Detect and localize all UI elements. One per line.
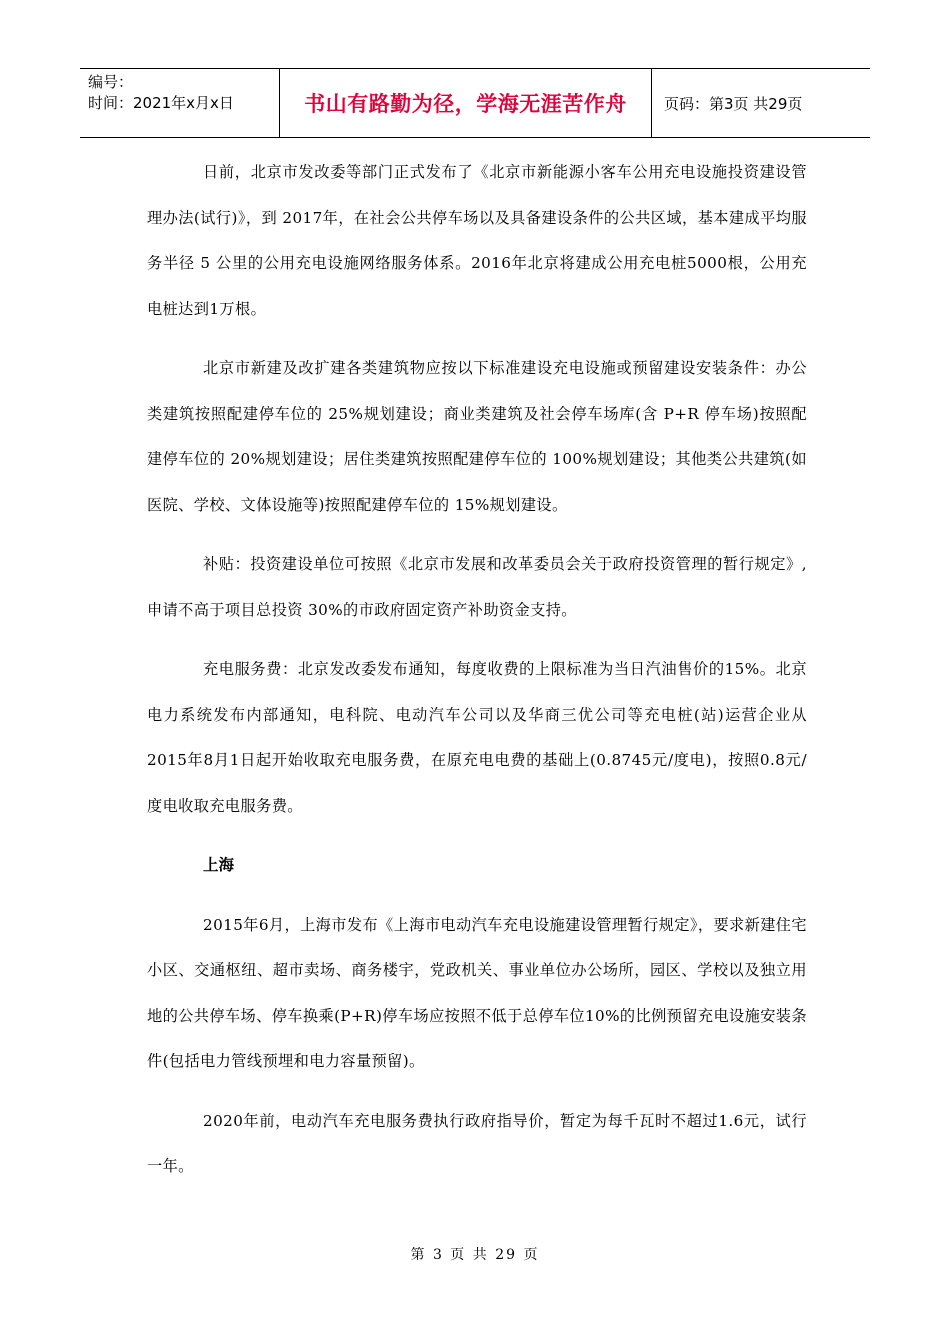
time-label: 时间：2021年x月x日 [88,94,234,112]
paragraph-shanghai-regulation: 2015年6月，上海市发布《上海市电动汽车充电设施建设管理暂行规定》，要求新建住宅小区、交通枢纽、超市卖场、商务楼宇，党政机关、事业单位办公场所，园区、学校以及独立用地的公共停车场、停车换乘(P+R)停车场应按照不低于总停车位10%的比例预留充电设施安装条件(包括电力管线预埋和电力容量预留)。 [147,915,807,1070]
header-meta [80,69,280,137]
header-page-info: 页码：第3页 共29页 [664,94,803,113]
header-motto: 书山有路勤为径，学海无涯苦作舟 [280,69,652,137]
document-body [147,150,807,1190]
paragraph-beijing-plan: 日前，北京市发改委等部门正式发布了《北京市新能源小客车公用充电设施投资建设管理办法(试行)》，到 2017年，在社会公共停车场以及具备建设条件的公共区域，基本建成平均服务半径 5 公里的公用充电设施网络服务体系。2016年北京将建成公用充电桩5000根，公用充电桩达到1万根。 [147,163,807,318]
page-header [80,68,870,138]
section-heading-shanghai: 上海 [203,856,235,874]
page-footer: 第 3 页 共 29 页 [410,1247,540,1263]
number-label: 编号： [88,73,134,91]
paragraph-beijing-standards: 北京市新建及改扩建各类建筑物应按以下标准建设充电设施或预留建设安装条件：办公类建筑按照配建停车位的 25%规划建设；商业类建筑及社会停车场库(含 P+R 停车场)按照配建停车位的 20%规划建设；居住类建筑按照配建停车位的 100%规划建设；其他类公共建筑(如医院、学校、文体设施等)按照配建停车位的 15%规划建设。 [147,359,807,514]
paragraph-subsidy: 补贴：投资建设单位可按照《北京市发展和改革委员会关于政府投资管理的暂行规定》,申请不高于项目总投资 30%的市政府固定资产补助资金支持。 [147,555,807,619]
paragraph-service-fee: 充电服务费：北京发改委发布通知，每度收费的上限标准为当日汽油售价的15%。北京电力系统发布内部通知，电科院、电动汽车公司以及华商三优公司等充电桩(站)运营企业从2015年8月1日起开始收取充电服务费，在原充电电费的基础上(0.8745元/度电)，按照0.8元/度电收取充电服务费。 [147,660,807,815]
paragraph-shanghai-fee: 2020年前，电动汽车充电服务费执行政府指导价，暂定为每千瓦时不超过1.6元，试行一年。 [147,1111,807,1175]
